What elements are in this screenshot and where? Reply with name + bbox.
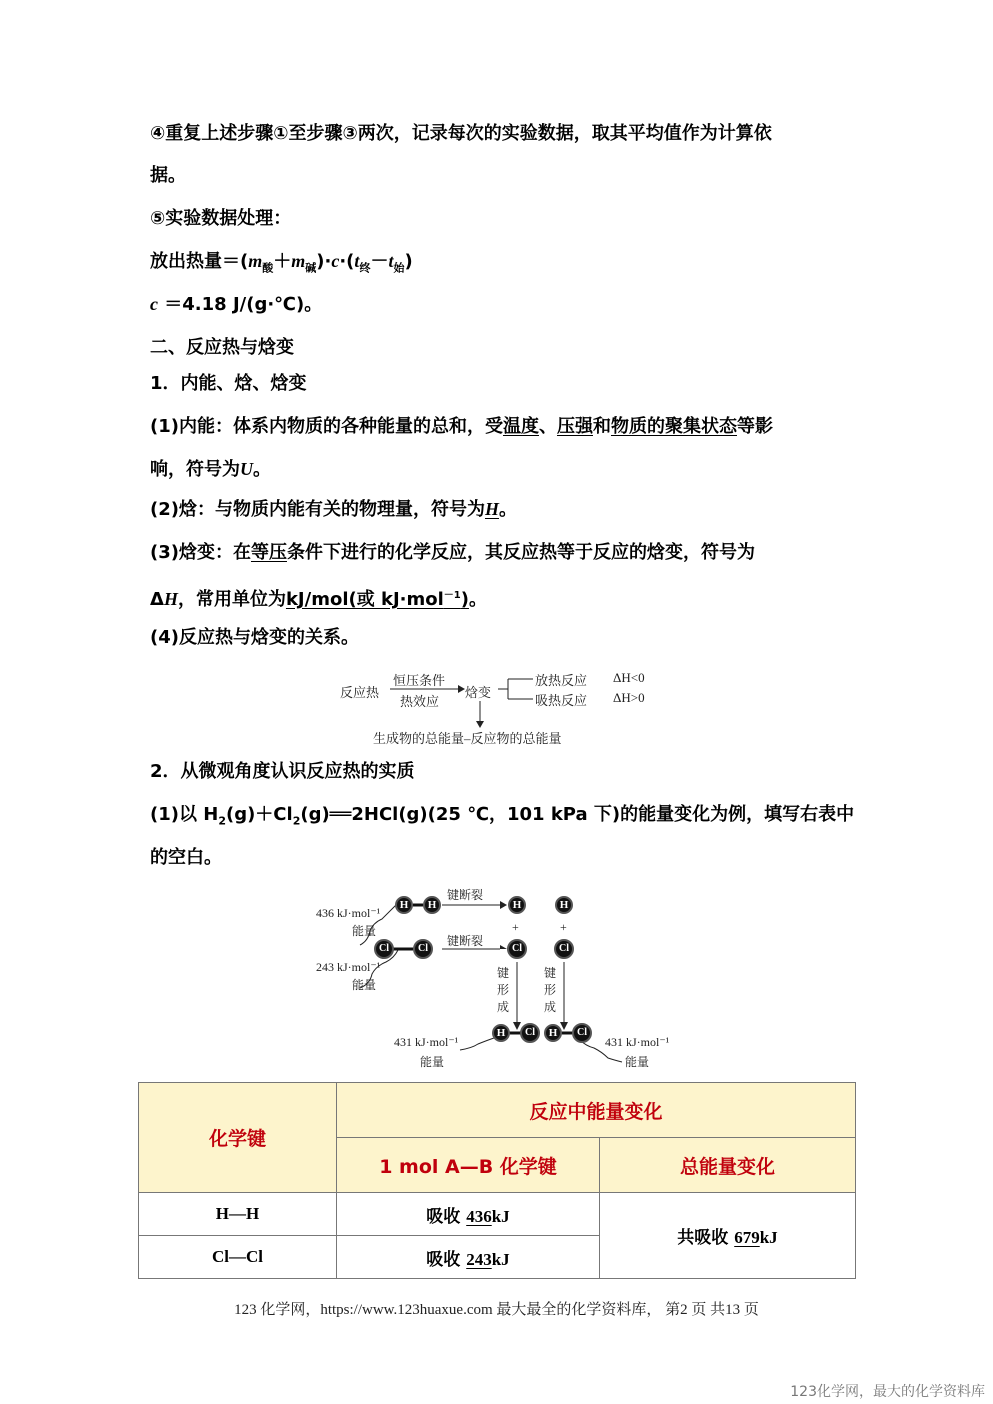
atom-h: H [492,1024,510,1042]
cell-bond: Cl—Cl [139,1236,337,1279]
label-bond-break-1: 键断裂 [447,888,484,902]
label-bond-form-1: 键形成 [497,966,510,1014]
atom-cl: Cl [520,1023,540,1043]
flow-exo: 放热反应 [535,673,588,688]
paragraph-internal-energy-2: 响，符号为U。 [150,459,271,480]
flow-arrows [380,665,580,730]
section-heading: 二、反应热与焓变 [150,337,294,358]
label-e-clcl: 243 kJ·mol⁻¹ [316,960,381,974]
label-e-hcl-right: 431 kJ·mol⁻¹ [605,1035,670,1049]
label-energy-1: 能量 [352,924,377,938]
label-energy-2: 能量 [352,978,377,992]
atom-h: H [423,896,441,914]
subsection-1: 1．内能、焓、焓变 [150,373,307,394]
page-footer: 123 化学网，https://www.123huaxue.com 最大最全的化学资料库， 第2 页 共13 页 [234,1302,759,1318]
cell-bond: H—H [139,1193,337,1236]
atom-h: H [395,896,413,914]
flow-endo-sign: ΔH>0 [613,690,645,705]
header-total: 总能量变化 [600,1138,856,1193]
header-energy-change: 反应中能量变化 [337,1083,856,1138]
atom-cl: Cl [374,939,394,959]
paragraph-enthalpy-change: (3)焓变：在等压条件下进行的化学反应，其反应热等于反应的焓变，符号为 [150,542,755,563]
label-bond-break-2: 键断裂 [447,934,484,948]
atom-h: H [544,1024,562,1042]
label-energy-4: 能量 [625,1055,650,1069]
flow-reaction-heat: 反应热 [340,685,380,700]
paragraph-internal-energy: (1)内能：体系内物质的各种能量的总和，受温度、压强和物质的聚集状态等影 [150,416,773,437]
atom-h: H [555,896,573,914]
paragraph-enthalpy-change-2: ΔH，常用单位为kJ/mol(或 kJ·mol$^{-1}$)。 [150,589,487,610]
flow-enthalpy-change: 焓变 [465,685,492,700]
paragraph-relation: (4)反应热与焓变的关系。 [150,627,359,648]
table-row [139,1193,856,1236]
step5-heading: ⑤实验数据处理： [150,208,292,229]
paragraph-example-2: 的空白。 [150,847,222,868]
step4-line1: ④重复上述步骤①至步骤③两次，记录每次的实验数据，取其平均值作为计算依 [150,123,772,144]
label-energy-3: 能量 [420,1055,445,1069]
plus-1: + [512,920,519,934]
header-per-bond: 1 mol A—B 化学键 [337,1138,600,1193]
plus-2: + [560,920,567,934]
cell-per-bond: 吸收 243kJ [337,1236,600,1279]
atom-cl: Cl [572,1023,592,1043]
atom-h: H [508,896,526,914]
watermark: 123化学网，最大的化学资料库 [790,1384,985,1400]
label-bond-form-2: 键形成 [544,966,557,1014]
atom-cl: Cl [413,939,433,959]
header-bond: 化学键 [139,1083,337,1193]
cell-per-bond: 吸收 436kJ [337,1193,600,1236]
flow-exo-sign: ΔH<0 [613,670,645,685]
atom-cl: Cl [554,939,574,959]
bond-energy-table [138,1082,856,1279]
paragraph-example: (1)以 $H_2(g)+Cl_2(g)══2HCl(g)(25$ ℃，101 kPa 下)的能量变化为例，填写右表中 [150,804,855,828]
flow-cond-top: 恒压条件 [393,673,446,688]
step4-line2: 据。 [150,165,186,186]
paragraph-enthalpy: (2)焓：与物质内能有关的物理量，符号为H。 [150,499,517,520]
subsection-2: 2．从微观角度认识反应热的实质 [150,761,415,782]
specific-heat: c ＝4.18 J/(g·℃)。 [150,294,323,315]
cell-total: 共吸收 679kJ [600,1193,856,1279]
flow-endo: 吸热反应 [535,693,588,708]
label-e-hcl-left: 431 kJ·mol⁻¹ [394,1035,459,1049]
flow-bottom: 生成物的总能量–反应物的总能量 [373,731,562,746]
label-e-hh: 436 kJ·mol⁻¹ [316,906,381,920]
atom-cl: Cl [507,939,527,959]
heat-formula: 放出热量$=(m_酸+m_碱)\cdot c\cdot(t_终-t_始)$ [150,251,413,275]
flow-cond-bottom: 热效应 [400,694,440,709]
